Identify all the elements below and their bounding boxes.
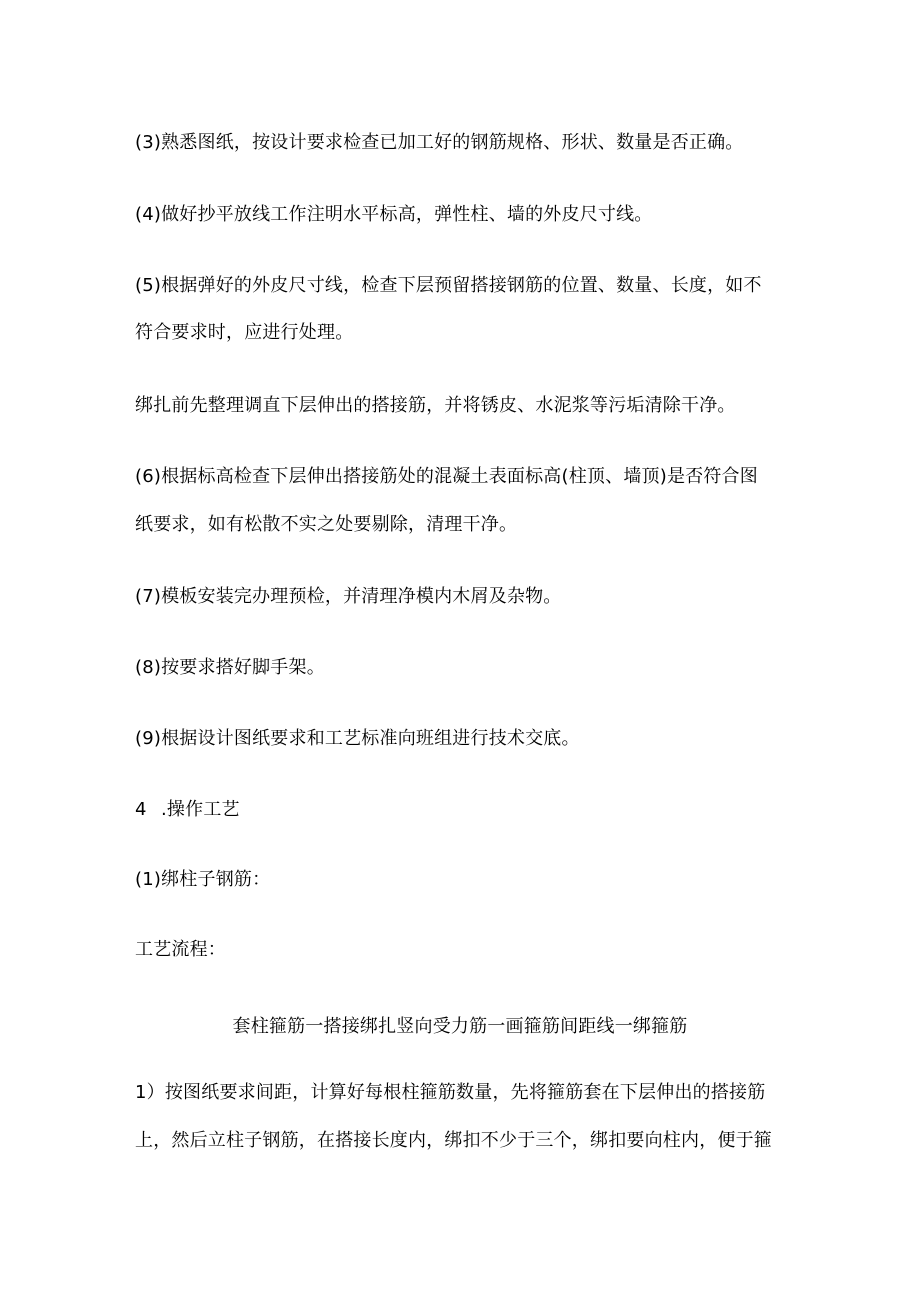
flow-label: 工艺流程： <box>135 939 226 960</box>
paragraph-8: (8)按要求搭好脚手架。 <box>135 657 325 678</box>
paragraph-5-line-1: (5)根据弹好的外皮尺寸线，检查下层预留搭接钢筋的位置、数量、长度，如不 <box>135 275 762 296</box>
section-number: 4 <box>135 799 147 820</box>
paragraph-4: (4)做好抄平放线工作注明水平标高，弹性柱、墙的外皮尺寸线。 <box>135 204 653 225</box>
paragraph-prep: 绑扎前先整理调直下层伸出的搭接筋，并将锈皮、水泥浆等污垢清除干净。 <box>135 395 736 416</box>
section-title: .操作工艺 <box>161 799 240 820</box>
paragraph-9: (9)根据设计图纸要求和工艺标准向班组进行技术交底。 <box>135 728 580 749</box>
paragraph-6-line-1: (6)根据标高检查下层伸出搭接筋处的混凝土表面标高(柱顶、墙顶)是否符合图 <box>135 466 758 487</box>
sub-heading: (1)绑柱子钢筋： <box>135 869 271 890</box>
section-heading <box>135 797 240 823</box>
paragraph-3: (3)熟悉图纸，按设计要求检查已加工好的钢筋规格、形状、数量是否正确。 <box>135 132 744 153</box>
step-1-line-1: 1）按图纸要求间距，计算好每根柱箍筋数量，先将箍筋套在下层伸出的搭接筋 <box>135 1082 766 1103</box>
paragraph-5-line-2: 符合要求时，应进行处理。 <box>135 322 354 343</box>
paragraph-6-line-2: 纸要求，如有松散不实之处要剔除，清理干净。 <box>135 514 518 535</box>
step-1-line-2: 上，然后立柱子钢筋，在搭接长度内，绑扣不少于三个，绑扣要向柱内，便于箍 <box>135 1130 772 1151</box>
paragraph-7: (7)模板安装完办理预检，并清理净模内木屑及杂物。 <box>135 586 562 607</box>
process-flow: 套柱箍筋一搭接绑扎竖向受力筋一画箍筋间距线一绑箍筋 <box>232 1016 688 1037</box>
